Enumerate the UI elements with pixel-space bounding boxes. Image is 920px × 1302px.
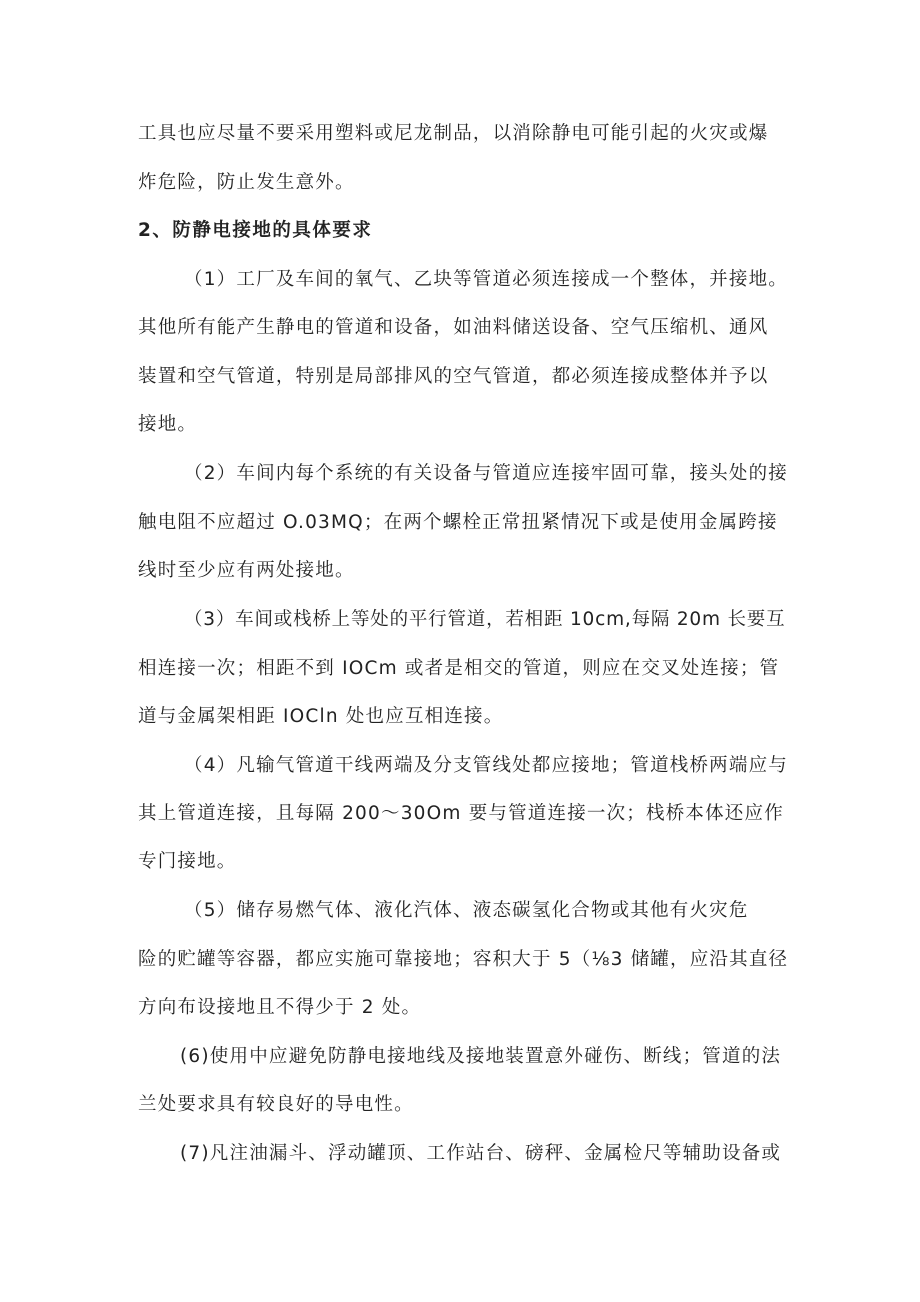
paragraph-line: 道与金属架相距 IOCln 处也应互相连接。 (138, 706, 504, 727)
paragraph-line: 相连接一次；相距不到 IOCm 或者是相交的管道，则应在交叉处连接；管 (138, 658, 780, 679)
paragraph-line: （1）工厂及车间的氧气、乙块等管道必须连接成一个整体，并接地。 (184, 269, 788, 290)
paragraph-line: （4）凡输气管道干线两端及分支管线处都应接地；管道栈桥两端应与 (184, 755, 788, 776)
paragraph-line: (7)凡注油漏斗、浮动罐顶、工作站台、磅秤、金属检尺等辅助设备或 (180, 1143, 782, 1164)
section-heading: 2、防静电接地的具体要求 (138, 220, 373, 241)
paragraph-line: 专门接地。 (138, 851, 237, 872)
paragraph-line: 装置和空气管道，特别是局部排风的空气管道，都必须连接成整体并予以 (138, 366, 769, 387)
paragraph-line: 炸危险，防止发生意外。 (138, 172, 355, 193)
paragraph-line: （3）车间或栈桥上等处的平行管道，若相距 10cm,每隔 20m 长要互 (184, 609, 786, 630)
paragraph-line: （5）储存易燃气体、液化汽体、液态碳氢化合物或其他有火灾危 (184, 900, 749, 921)
paragraph-line: 兰处要求具有较良好的导电性。 (138, 1094, 414, 1115)
paragraph-line: 其上管道连接，且每隔 200〜30Om 要与管道连接一次；栈桥本体还应作 (138, 803, 784, 824)
paragraph-line: （2）车间内每个系统的有关设备与管道应连接牢固可靠，接头处的接 (184, 463, 788, 484)
paragraph-line: 方向布设接地且不得少于 2 处。 (138, 997, 422, 1018)
paragraph-line: 工具也应尽量不要采用塑料或尼龙制品，以消除静电可能引起的火灾或爆 (138, 123, 769, 144)
paragraph-line: 其他所有能产生静电的管道和设备，如油料储送设备、空气压缩机、通风 (138, 317, 769, 338)
paragraph-line: 触电阻不应超过 O.03MQ；在两个螺栓正常扭紧情况下或是使用金属跨接 (138, 512, 778, 533)
paragraph-line: 接地。 (138, 414, 198, 435)
paragraph-line: 线时至少应有两处接地。 (138, 560, 355, 581)
paragraph-line: (6)使用中应避免防静电接地线及接地装置意外碰伤、断线；管道的法 (180, 1046, 782, 1067)
paragraph-line: 险的贮罐等容器，都应实施可靠接地；容积大于 5（⅛3 储罐，应沿其直径 (138, 949, 789, 970)
